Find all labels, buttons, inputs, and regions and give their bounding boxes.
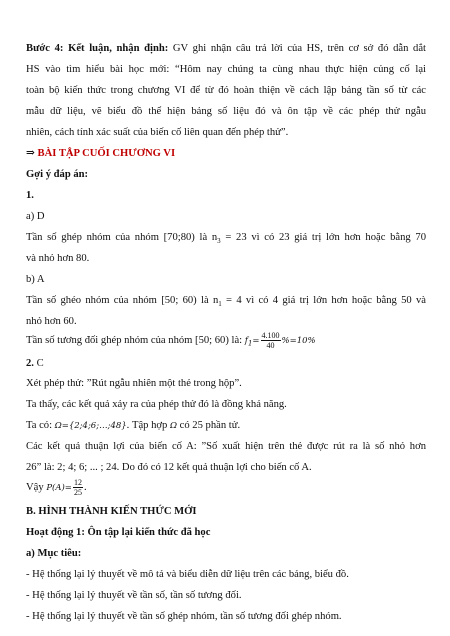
- objective-bullet-1: - Hệ thống lại lý thuyết về mô tả và biểu diễn dữ liệu trên các bảng, biểu đồ.: [26, 569, 349, 580]
- formula-f1: [245, 336, 260, 346]
- q2-line-3-mid: . Tập hợp: [126, 420, 170, 431]
- objective-bullet-2: - Hệ thống lại lý thuyết về tần số, tần số tương đối.: [26, 590, 242, 601]
- q2-result-pre: Vậy: [26, 482, 47, 493]
- omega-symbol: Ω: [169, 421, 177, 431]
- q1-b-text: Tần số ghéo nhóm của nhóm [50; 60) là n: [26, 295, 219, 306]
- objective-bullet-3: - Hệ thống lại lý thuyết về tần số ghép nhóm, tần số tương đối ghép nhóm.: [26, 611, 342, 622]
- q1-a-sub: 3: [217, 237, 221, 246]
- q1-b-text-post: = 4 vì có 4 giá trị lớn hơn hoặc bằng 50 và: [221, 295, 426, 306]
- q2-number: 2.: [26, 358, 34, 369]
- q2-answer: C: [33, 358, 44, 369]
- q2-result-line: [26, 476, 426, 500]
- formula-percent: %=10%: [281, 336, 316, 346]
- exercise-title: [26, 147, 426, 160]
- fraction-denominator: 25: [73, 488, 82, 498]
- q2-line-3-post: có 25 phần tử.: [177, 420, 241, 431]
- step4-line-3: toàn bộ kiến thức trong chương VI để từ đó hoàn thiện về cách lập bảng tần số từ các: [26, 85, 426, 96]
- step4-line-2: HS vào tìm hiểu bài học mới: “Hôm nay chúng ta cùng nhau thực hiện củng cố lại: [26, 64, 426, 75]
- f-sub: 1: [247, 339, 253, 348]
- q1-a-text-post: = 23 vì có 23 giá trị lớn hơn hoặc bằng 70: [220, 232, 426, 243]
- q2-header: [26, 357, 426, 370]
- step4-text-1: GV ghi nhận câu trả lời của HS, trên cơ sở đó dẫn dắt: [168, 43, 426, 54]
- q1-b-line-2: nhỏ hơn 60.: [26, 316, 77, 327]
- q1-a-line-2: và nhỏ hơn 80.: [26, 253, 90, 264]
- exercise-title-text: BÀI TẬP CUỐI CHƯƠNG VI: [34, 148, 176, 159]
- q1-a-label: a) D: [26, 211, 45, 222]
- probability-formula: P(A)=: [46, 483, 72, 493]
- q2-line-3-pre: Ta có:: [26, 420, 55, 431]
- q1-a-text: Tần số ghép nhóm của nhóm [70;80) là n: [26, 232, 218, 243]
- q2-line-5: 26” là: 2; 4; 6; ... ; 24. Do đó có 12 kết quả thuận lợi cho biến cố A.: [26, 462, 312, 473]
- section-b-title: B. HÌNH THÀNH KIẾN THỨC MỚI: [26, 506, 197, 517]
- objectives-heading: a) Mục tiêu:: [26, 548, 82, 559]
- fraction-numerator: 4.100: [261, 331, 280, 341]
- q2-line-1: Xét phép thử: ”Rút ngẫu nhiên một thẻ trong hộp”.: [26, 378, 242, 389]
- q2-result-post: .: [83, 482, 87, 493]
- arrow-icon: ⇒: [26, 148, 35, 159]
- q2-line-2: Ta thấy, các kết quả xảy ra của phép thử đó là đồng khả năng.: [26, 399, 287, 410]
- step4-heading: Bước 4: Kết luận, nhận định:: [26, 43, 169, 54]
- fraction-4100-40: [261, 331, 281, 350]
- relative-frequency-line: [26, 330, 426, 352]
- step4-line-1: [26, 42, 426, 55]
- fraction-12-25: [73, 478, 83, 497]
- q2-line-4: Các kết quả thuận lợi của biến cố A: ”Số xuất hiện trên thẻ được rút ra là số nhỏ hơn: [26, 441, 426, 452]
- answer-hint: Gợi ý đáp án:: [26, 169, 89, 180]
- q1-number: 1.: [26, 190, 34, 201]
- omega-set-formula: Ω={2;4;6;…;48}: [54, 421, 127, 431]
- q2-line-3: [26, 419, 426, 433]
- equals-sign: =: [252, 336, 260, 346]
- q1-b-line-1: [26, 294, 426, 307]
- fraction-denominator: 40: [266, 341, 275, 351]
- q1-b-label: b) A: [26, 274, 45, 285]
- step4-line-4: mẫu dữ liệu, vẽ biểu đồ thể hiện bảng số liệu đó và ôn tập về các phép thử ngẫu: [26, 106, 426, 117]
- q1-a-line-1: [26, 231, 426, 244]
- relative-frequency-text: Tần số tương đối ghép nhóm của nhóm [50; 60) là:: [26, 335, 245, 346]
- activity-1-title: Hoạt động 1: Ôn tập lại kiến thức đã học: [26, 527, 211, 538]
- f-symbol: f: [244, 336, 248, 346]
- q1-b-sub: 1: [218, 300, 222, 309]
- step4-line-5: nhiên, cách tính xác suất của biến cố liên quan đến phép thử”.: [26, 127, 289, 138]
- fraction-numerator: 12: [73, 478, 82, 488]
